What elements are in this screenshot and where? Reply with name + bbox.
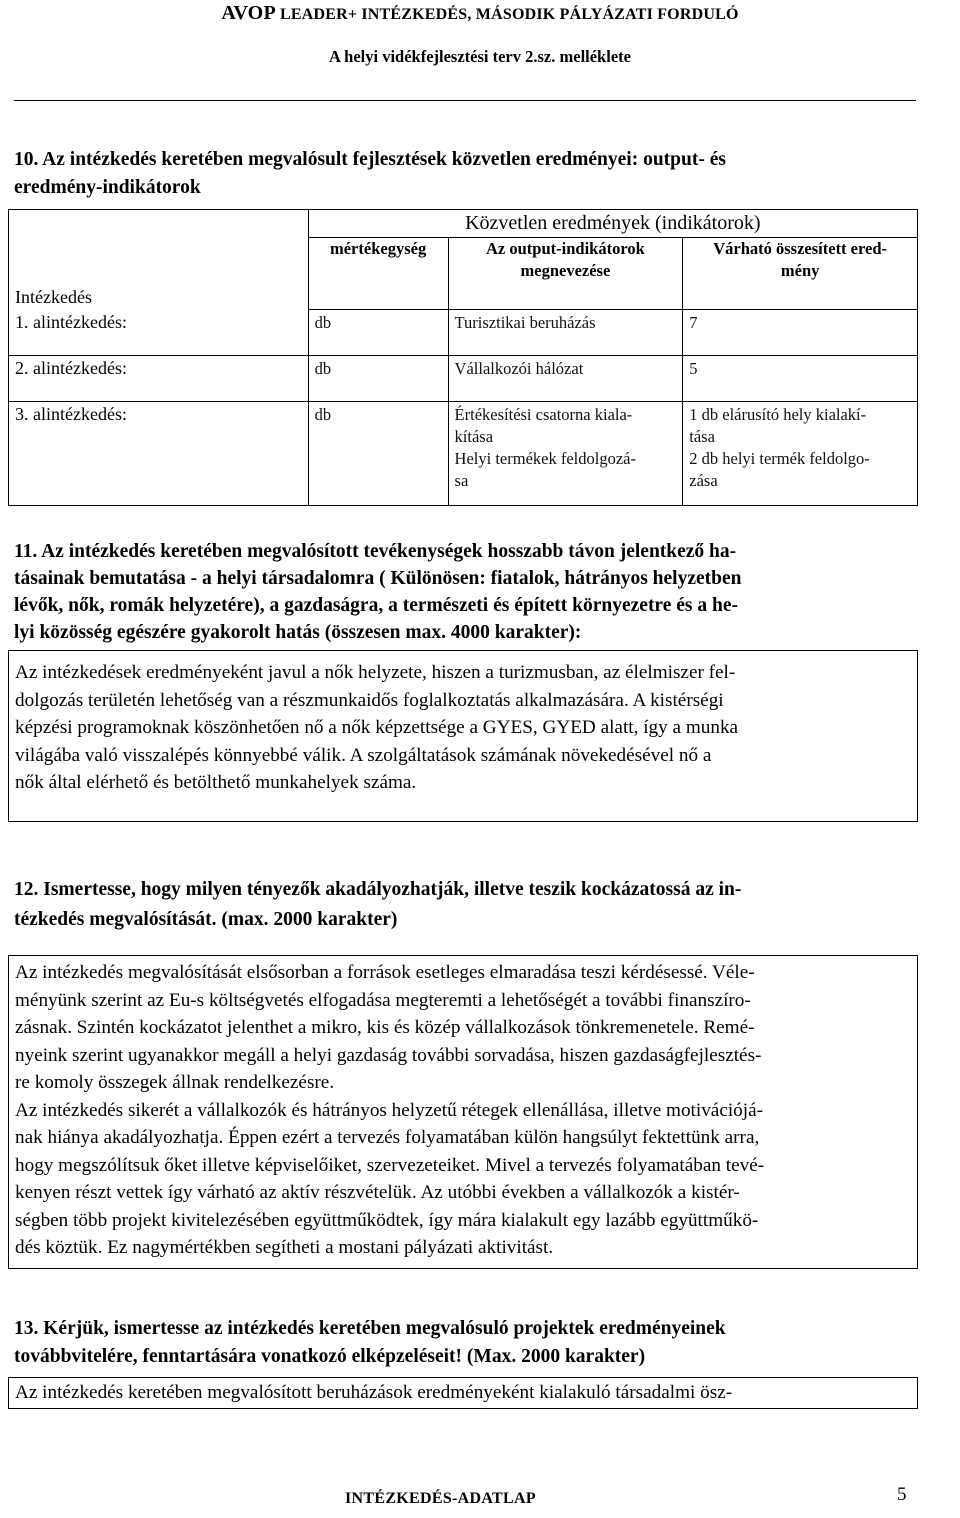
section12-title-line: 12. Ismertesse, hogy milyen tényezők akadályozhatják, illetve teszik kockázatossá az in- xyxy=(14,879,742,900)
text-line: ségben több projekt kivitelezésében együttműködtek, így mára kialakult egy lazább együttműkö- xyxy=(15,1209,759,1231)
result-line: zása xyxy=(689,471,718,490)
result-line: 1 db elárusító hely kialakí- xyxy=(689,405,867,424)
text-line: dolgozás területén lehetőség van a részmunkaidős foglalkoztatás alkalmazására. A kistérségi xyxy=(15,689,724,711)
col-result-label: Várható összesített ered- xyxy=(713,239,888,258)
unit-cell xyxy=(308,356,448,402)
table-row xyxy=(9,402,918,506)
text-line: Az intézkedés megvalósítását elsősorban a források esetleges elmaradása teszi kérdésessé. Véle- xyxy=(15,962,755,983)
section13-title xyxy=(14,1315,916,1371)
col-output-label: Az output-indikátorok xyxy=(486,239,645,258)
row-label-cell xyxy=(9,402,309,506)
footer-label: INTÉZKEDÉS-ADATLAP xyxy=(345,1490,536,1507)
section12-title xyxy=(14,875,916,935)
row-label-cell xyxy=(9,356,309,402)
section11-title xyxy=(14,538,916,646)
text-line: zásnak. Szintén kockázatot jelenthet a mikro, kis és közép vállalkozások tönkremenetele. Remé- xyxy=(15,1017,755,1038)
section11-title-line: lévők, nők, romák helyzetére), a gazdaságra, a természeti és épített környezetre és a he- xyxy=(14,595,739,616)
result-value xyxy=(683,402,917,492)
output-value: Vállalkozói hálózat xyxy=(454,359,584,378)
text-line: nők által elérhető és betölthető munkahelyek száma. xyxy=(15,772,417,793)
section13-text: Az intézkedés keretében megvalósított beruházások eredményeként kialakuló társadalmi ösz- xyxy=(15,1382,733,1403)
header-title xyxy=(0,2,960,25)
row-label: 3. alintézkedés: xyxy=(15,404,127,424)
section10-title xyxy=(14,146,924,202)
output-line: sa xyxy=(454,471,469,490)
group-header: Közvetlen eredmények (indikátorok) xyxy=(308,210,917,238)
text-line: világába való visszalépés könnyebbé válik. A szolgáltatások számának növekedésével nő a xyxy=(15,744,712,766)
result-cell xyxy=(683,402,918,506)
text-line: re komoly összegek állnak rendelkezésre. xyxy=(15,1072,335,1093)
row-label: 2. alintézkedés: xyxy=(15,358,127,378)
section13-textbox[interactable] xyxy=(8,1377,918,1409)
text-line: képzési programoknak köszönhetően nő a nők képzettsége a GYES, GYED alatt, így a munka xyxy=(15,717,739,738)
output-line: Értékesítési csatorna kiala- xyxy=(454,405,633,424)
indicator-table xyxy=(8,209,918,506)
result-line: tása xyxy=(689,427,715,446)
section12-text xyxy=(15,959,911,1262)
unit-value: db xyxy=(314,313,332,332)
text-line: Az intézkedés sikerét a vállalkozók és hátrányos helyzetű rétegek ellenállása, illetve motivációjá- xyxy=(15,1099,763,1121)
col-result-header xyxy=(683,238,918,310)
section10-title-line: 10. Az intézkedés keretében megvalósult fejlesztések közvetlen eredményei: output- és xyxy=(14,149,726,170)
result-cell xyxy=(683,310,918,356)
header-subtitle: A helyi vidékfejlesztési terv 2.sz. melléklete xyxy=(329,47,631,66)
section11-title-line: 11. Az intézkedés keretében megvalósított tevékenységek hosszabb távon jelentkező ha- xyxy=(14,541,737,562)
section13-title-line: 13. Kérjük, ismertesse az intézkedés keretében megvalósuló projektek eredményeinek xyxy=(14,1318,726,1339)
result-line: 2 db helyi termék feldolgo- xyxy=(689,449,870,468)
text-line: dés köztük. Ez nagymértékben segítheti a mostani pályázati aktivitást. xyxy=(15,1237,554,1258)
row-label-cell xyxy=(9,310,309,356)
unit-value: db xyxy=(314,359,332,378)
unit-value: db xyxy=(314,405,332,424)
result-value: 5 xyxy=(689,359,698,378)
section11-textbox[interactable] xyxy=(8,650,918,822)
output-line: kítása xyxy=(454,427,494,446)
text-line: ményünk szerint az Eu-s költségvetés elfogadása megteremti a lehetőségét a további finanszíro- xyxy=(15,989,751,1011)
text-line: hogy megszólítsuk őket illetve képviselőiket, szervezeteiket. Mivel a tervezés folyamatában tevé- xyxy=(15,1154,765,1176)
section12-textbox[interactable] xyxy=(8,955,918,1269)
table-row xyxy=(9,310,918,356)
header-divider xyxy=(14,100,916,101)
result-cell xyxy=(683,356,918,402)
row-header-cell xyxy=(9,210,309,310)
output-line: Helyi termékek feldolgozá- xyxy=(454,449,636,468)
header-title-rest: LEADER+ INTÉZKEDÉS, MÁSODIK PÁLYÁZATI FORDULÓ xyxy=(279,6,739,23)
output-cell xyxy=(448,310,683,356)
section11-text xyxy=(15,659,911,797)
section11-title-line: lyi közösség egészére gyakorolt hatás (összesen max. 4000 karakter): xyxy=(14,622,582,643)
section13-title-line: továbbvitelére, fenntartására vonatkozó elképzeléseit! (Max. 2000 karakter) xyxy=(14,1346,646,1367)
page-number: 5 xyxy=(897,1484,907,1505)
output-value xyxy=(449,402,683,492)
row-label: 1. alintézkedés: xyxy=(15,311,127,332)
unit-cell xyxy=(308,310,448,356)
section11-title-line: tásainak bemutatása - a helyi társadalomra ( Különösen: fiatalok, hátrányos helyzetben xyxy=(14,568,742,589)
col-unit-label: mértékegység xyxy=(329,239,427,258)
text-line: nak hiánya akadályozhatja. Éppen ezért a tervezés folyamatában külön hangsúlyt fektettünk arra, xyxy=(15,1127,760,1148)
col-result-label: mény xyxy=(780,261,820,280)
row-header: Intézkedés xyxy=(15,286,92,307)
section12-title-line: tézkedés megvalósítását. (max. 2000 karakter) xyxy=(14,909,398,930)
section10-title-line: eredmény-indikátorok xyxy=(14,177,201,198)
unit-cell xyxy=(308,402,448,506)
text-line: nyeink szerint ugyanakkor megáll a helyi gazdaság további sorvadása, hiszen gazdaságfejlesztés- xyxy=(15,1044,762,1066)
col-unit-header xyxy=(308,238,448,310)
result-value: 7 xyxy=(689,313,698,332)
output-value: Turisztikai beruházás xyxy=(454,313,596,332)
output-cell xyxy=(448,402,683,506)
header-title-prefix: AVOP xyxy=(221,2,275,24)
col-output-label: megnevezése xyxy=(520,261,611,280)
col-output-header xyxy=(448,238,683,310)
output-cell xyxy=(448,356,683,402)
text-line: Az intézkedések eredményeként javul a nők helyzete, hiszen a turizmusban, az élelmiszer fel- xyxy=(15,662,736,683)
text-line: kenyen részt vettek így várható az aktív részvételük. Az utóbbi években a vállalkozók a kistér- xyxy=(15,1182,740,1203)
table-row xyxy=(9,356,918,402)
